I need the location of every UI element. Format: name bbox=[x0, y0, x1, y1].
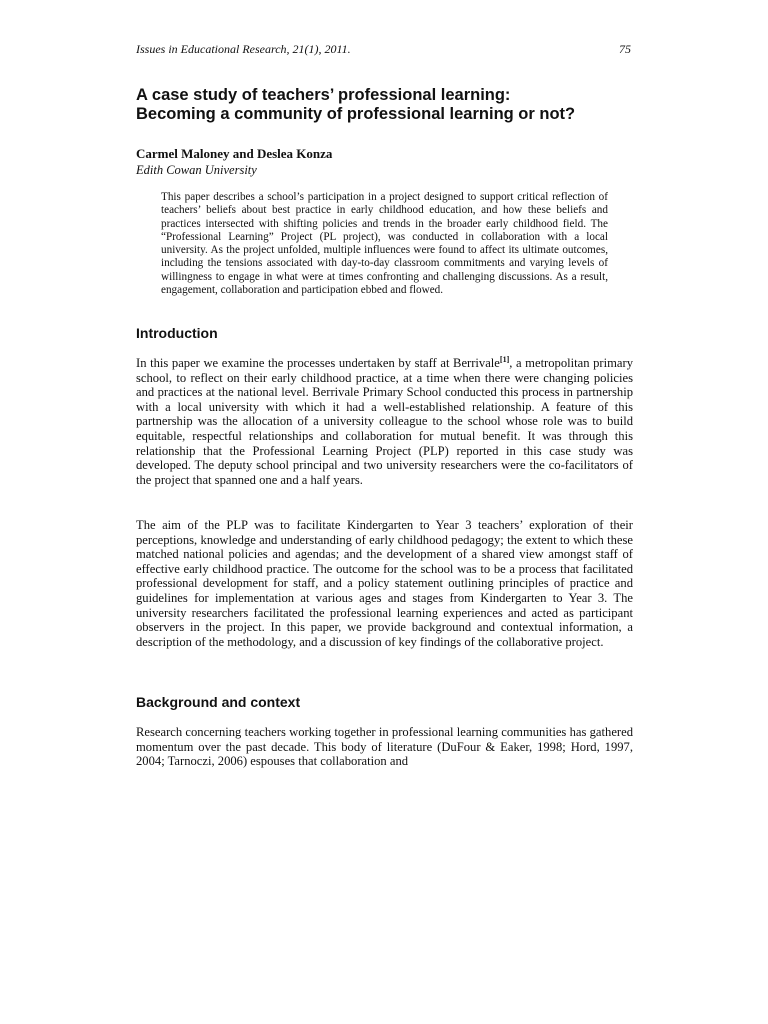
background-heading: Background and context bbox=[136, 694, 301, 710]
title-line-1: A case study of teachers’ professional learning: bbox=[136, 86, 511, 104]
intro-p1-start: In this paper we examine the processes undertaken by staff at Berrivale bbox=[136, 356, 500, 370]
introduction-paragraph-2: The aim of the PLP was to facilitate Kindergarten to Year 3 teachers’ exploration of their perceptions, knowledge and understanding of early childhood pedagogy; the extent to which these matched national policies and agendas; and the development of a shared view amongst staff of effective early childhood practice. The outcome for the school was to be a process that facilitated professional development for staff, and a policy statement outlining principles of practice and guidelines for implementation at various ages and stages from Kindergarten to Year 3. The university researchers facilitated the professional learning experiences and acted as participant observers in the project. In this paper, we provide background and contextual information, a description of the methodology, and a discussion of key findings of the collaborative project. bbox=[136, 518, 633, 649]
page-number: 75 bbox=[619, 42, 631, 56]
abstract: This paper describes a school’s participation in a project designed to support critical reflection of teachers’ beliefs about best practice in early childhood education, and how these beliefs and practices intersected with shifting policies and trends in the broader early childhood field. The “Professional Learning” Project (PL project), was conducted in collaboration with a local university. As the project unfolded, multiple influences were found to affect its ultimate outcomes, including the tensions associated with day-to-day classroom commitments and varying levels of willingness to engage in what were at times confronting and challenging discussions. As a result, engagement, collaboration and participation ebbed and flowed. bbox=[161, 191, 608, 297]
background-paragraph-1: Research concerning teachers working together in professional learning communities has gathered momentum over the past decade. This body of literature (DuFour & Eaker, 1998; Hord, 1997, 2004; Tarnoczi, 2006) espouses that collaboration and bbox=[136, 725, 633, 769]
author-names: Carmel Maloney and Deslea Konza bbox=[136, 146, 333, 161]
intro-p1-rest: , a metropolitan primary school, to reflect on their early childhood practice, at a time when there were changing policies and practices at the national level. Berrivale Primary School conducted this process in partnership with a local university with which it had a well-established relationship. A feature of this partnership was the allocation of a university colleague to the school whose role was to build equitable, respectful relationships and collaboration for mutual benefit. It was through this relationship that the Professional Learning Project (PLP) reported in this case study was developed. The deputy school principal and two university researchers were the co-facilitators of the project that spanned one and a half years. bbox=[136, 356, 633, 487]
running-header bbox=[136, 41, 631, 57]
journal-citation: Issues in Educational Research, 21(1), 2011. bbox=[136, 42, 351, 56]
footnote-marker[interactable]: [1] bbox=[499, 354, 510, 364]
author-affiliation: Edith Cowan University bbox=[136, 163, 257, 177]
introduction-heading: Introduction bbox=[136, 325, 218, 341]
article-title bbox=[136, 86, 636, 124]
introduction-paragraph-1 bbox=[136, 356, 633, 487]
title-line-2: Becoming a community of professional learning or not? bbox=[136, 105, 576, 123]
